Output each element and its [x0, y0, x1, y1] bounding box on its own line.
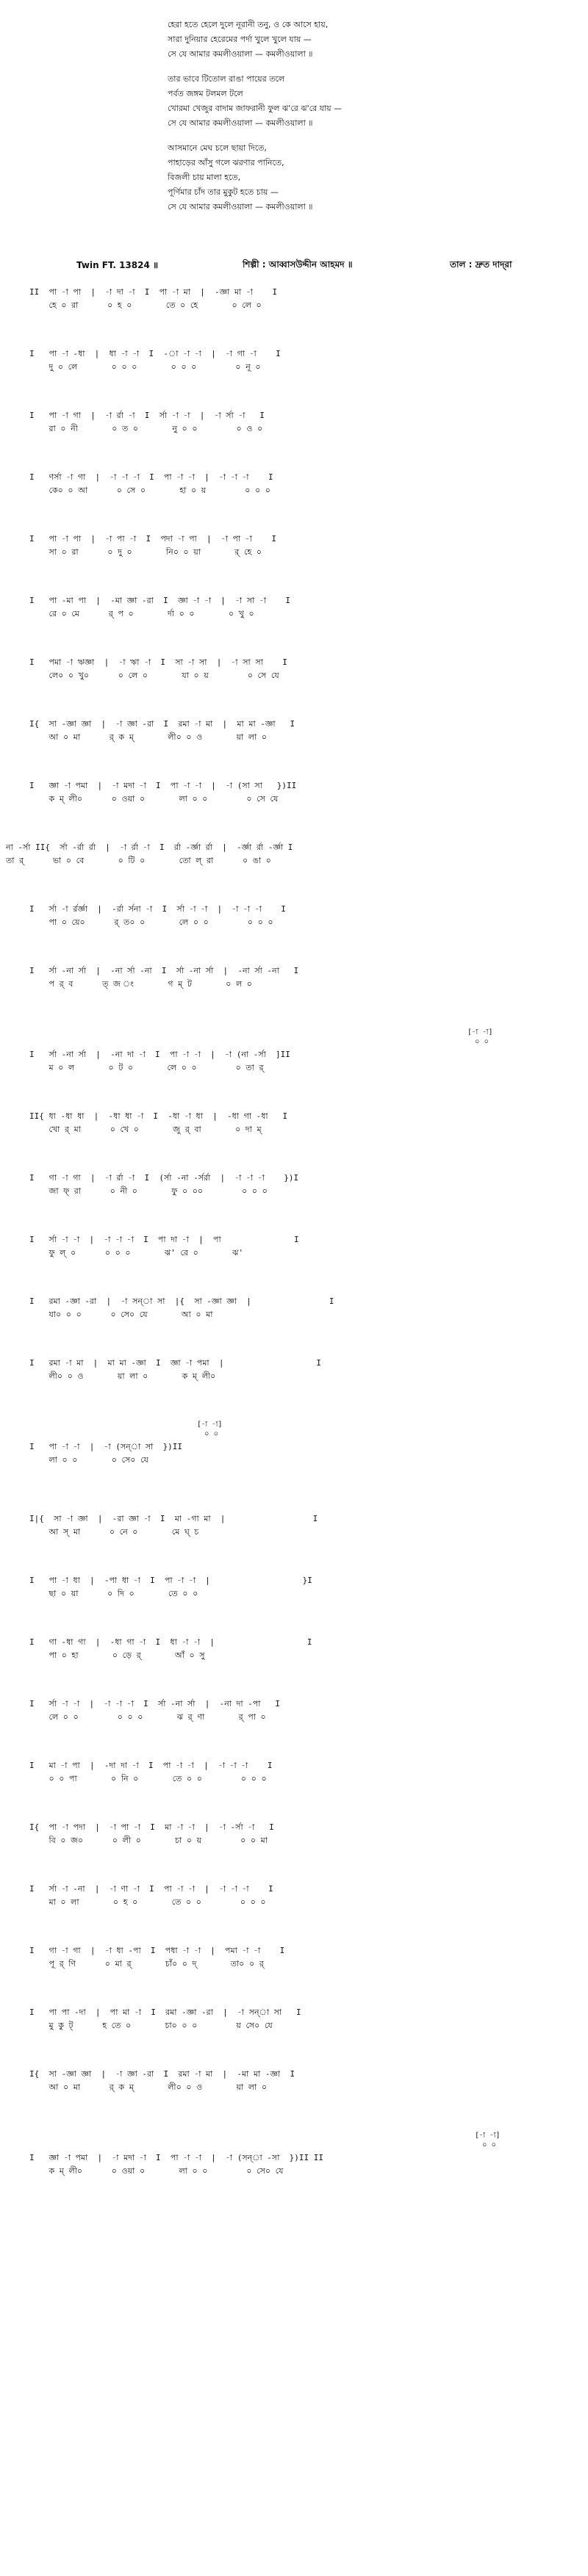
- lyric-syllables: সা ০ রা ০ দু ০ নি০ ০ য়া র্‌ হে ০: [29, 547, 262, 557]
- lyrics-line: বিজলী চায় মালা হতে,: [168, 173, 241, 182]
- lyrics-line: খোরমা খেজুর বাদাম জাফরানী ফুল ঝ'রে ঝ'রে যায় —: [168, 104, 343, 113]
- lyric-syllables: ফু ল্‌ ০ ০ ০ ০ ঝ' রে ০ ঝ': [29, 1248, 244, 1258]
- lyric-syllables: পূ র্‌ ণি ০ মা র্‌ চাঁ০ ০ দ্‌ তা০ ০ র্‌: [49, 1959, 264, 1969]
- lyrics-line: তার ভাবে টিতোল রাঙা পায়ের তলে: [168, 74, 285, 84]
- lyrics-line: আসমানে মেঘ চলে ছায়া দিতে,: [168, 143, 267, 153]
- notation-row: [0, 1296, 588, 1322]
- notation-row: [0, 1945, 588, 1971]
- lyrics-line: সে যে আমার কমলীওয়ালা — কমলীওয়ালা ॥: [168, 118, 313, 128]
- lyrics-line: পূর্ণিমার চাঁদ তার মুকুট হতে চায় —: [168, 187, 279, 197]
- repeat-marker: [-া -া]: [475, 2132, 501, 2140]
- lyrics-line: সে যে আমার কমলীওয়ালা — কমলীওয়ালা ॥: [168, 49, 313, 59]
- repeat-marker-dots: ০ ০: [475, 1038, 490, 1046]
- repeat-marker: [-া -া]: [197, 1421, 223, 1429]
- tala-name: তাল : দ্রুত দাদ্‌রা: [450, 259, 512, 270]
- notation-row: [0, 1049, 588, 1075]
- notation-row: [0, 1357, 588, 1384]
- notation-row: [0, 965, 588, 992]
- artist-name: শিল্পী : আব্বাসউদ্দীন আহমদ ॥: [243, 259, 353, 270]
- lyric-syllables: যা০ ০ ০ ০ সে০ যে আ ০ মা: [29, 1310, 213, 1319]
- swara-line: I মা -া পা | -দা দা -া I পা -া -া | -া -া -া I: [29, 1761, 273, 1770]
- notation-row: [0, 718, 588, 745]
- lyric-syllables: জা ফ্‌ রা ০ নী ০ ফু ০ ০০ ০ ০ ০: [29, 1186, 268, 1196]
- notation-row: [0, 657, 588, 683]
- swara-line: I গা -ধা গা | -ধা গা -া I ধা -া -া | I: [29, 1637, 312, 1647]
- lyric-syllables: লে ০ ০ ০ ০ ০ ঝ র্‌ ণা র্‌ পা ০: [29, 1712, 266, 1722]
- lyric-syllables: আ স্‌ মা ০ নে ০ মে ঘ্‌ চ: [29, 1527, 199, 1537]
- lyric-syllables: ক ম্‌ লী০ ০ ওয়া ০ লা ০ ০ ০ সে০ যে: [29, 2166, 284, 2176]
- lyric-syllables: বি ০ জ০ ০ লী ০ চা ০ য় ০ ০ মা: [29, 1836, 268, 1845]
- notation-row: [0, 1234, 588, 1260]
- swara-line: I পমা -া ঋজ্ঞা | -া ঋা -া I সা -া সা | -া সা সা I: [29, 657, 287, 667]
- lyrics-line: সে যে আমার কমলীওয়ালা — কমলীওয়ালা ॥: [168, 202, 313, 212]
- notation-row: [0, 472, 588, 498]
- notation-row: [0, 533, 588, 560]
- lyric-syllables: তা র্‌ ভা ০ বে ০ টি ০ তো ল্‌ রা ০ ঙা ০: [6, 856, 271, 865]
- swara-line: I গা -া গা | -া ধা -পা I পধা -া -া | পমা -া -া I: [29, 1946, 285, 1955]
- swara-line: I পা -া -ধা | ধা -া -া I -া -া -া | -া গা -া I: [29, 349, 281, 358]
- lyric-syllables: ছা ০ য়া ০ দি ০ তে ০ ০: [29, 1589, 198, 1598]
- lyrics-line: পর্বত জঙ্গম টলমল টলে: [168, 89, 243, 98]
- lyric-syllables: লী০ ০ ও য়া লা ০ ক ম্‌ লী০: [29, 1371, 216, 1381]
- swara-line: না -র্সা II{ র্সা -র্রা র্রা | -া র্রা -া I র্রা -র্জ্ঞা র্রা | -র্জ্ঞা র্রা -র্জ্ঞা I: [6, 843, 293, 852]
- lyric-syllables: প র্‌ ব ত্‌ জ ং গ ম্‌ ট ০ ল ০: [29, 979, 252, 989]
- lyric-syllables: ম ০ ল ০ ট ০ লে ০ ০ ০ তা র্‌: [49, 1063, 264, 1072]
- swara-line: I জ্ঞা -া পমা | -া মদা -া I পা -া -া | -া (সা সা })II: [29, 781, 297, 790]
- lyrics-line: সারা দুনিয়ার হেরেমের পর্দা খুলে খুলে যায় —: [168, 35, 312, 44]
- swara-line: I গা -া গা | -া র্রা -া I (র্সা -না -র্সর্রা | -া -া -া })I: [29, 1173, 299, 1183]
- swara-line: I পা -া পা | -া পা -া I পদা -া পা | -া পা -া I: [29, 534, 276, 544]
- lyric-syllables: লা ০ ০ ০ সে০ যে: [29, 1455, 148, 1465]
- swara-line: I{ পা -া পদা | -া পা -া I মা -া -া | -া -র্সা -া I: [29, 1822, 274, 1832]
- swara-line: I র্সা -া -া | -া -া -া I র্সা -না র্সা | -না দা -পা I: [29, 1699, 280, 1709]
- notation-row: [0, 1883, 588, 1910]
- lyric-syllables: ০ ০ পা ০ নি ০ তে ০ ০ ০ ০ ০: [29, 1774, 267, 1783]
- lyric-syllables: হে ০ রা ০ হ ০ তে ০ হে ০ লে ০: [29, 300, 262, 310]
- swara-line: I র্সা -া র্রর্জ্ঞা | -র্রা র্সনা -া I র্সা -া -া | -া -া -া I: [29, 904, 286, 914]
- swara-line: I পা -া গা | -া র্রা -া I র্সা -া -া | -া র্সা -া I: [29, 411, 265, 420]
- lyric-syllables: আ ০ মা র্‌ ক ম্‌ লী০ ০ ও য়া লা ০: [29, 2082, 268, 2092]
- lyric-syllables: পা ০ য়ে০ র্‌ ত০ ০ লে ০ ০ ০ ০ ০: [29, 917, 273, 927]
- notation-row: [0, 1441, 588, 1468]
- swara-line: I রমা -জ্ঞা -রা | -া সন্‌া সা |{ সা -জ্ঞা জ্ঞা | I: [29, 1296, 334, 1306]
- swara-line: I পা পা -দা | পা মা -া I রমা -জ্ঞা -রা | -া সন্‌া সা I: [29, 2007, 301, 2017]
- swara-line: I র্সা -া -া | -া -া -া I পা দা -া | পা I: [29, 1235, 299, 1244]
- swara-line: I|{ সা -া জ্ঞা | -রা জ্ঞা -া I মা -গা মা | I: [29, 1514, 318, 1523]
- repeat-marker-dots: ০ ০: [204, 1430, 219, 1438]
- notation-row: [0, 1822, 588, 1848]
- swara-line: II{ ধা -ধা ধা | -ধা ধা -া I -ধা -া ধা | -ধা গা -ধা I: [29, 1111, 288, 1121]
- lyric-syllables: ক ম্‌ লী০ ০ ওয়া ০ লা ০ ০ ০ সে যে: [29, 794, 279, 804]
- notation-row: [0, 410, 588, 436]
- lyric-syllables: মু কু ট্‌ হ তে ০ চা০ ০ ০ য় সে০ যে: [29, 2021, 273, 2030]
- notation-row: [0, 2007, 588, 2033]
- lyric-syllables: কে০ ০ আ ০ সে ০ হা ০ য় ০ ০ ০: [29, 486, 270, 495]
- lyric-syllables: রা ০ নী ০ ত ০ নু ০ ০ ০ ও ০: [29, 424, 263, 433]
- notation-row: [0, 1760, 588, 1786]
- lyric-syllables: মা ০ লা ০ হ ০ তে ০ ০ ০ ০ ০: [29, 1897, 266, 1907]
- swara-line: I{ সা -জ্ঞা জ্ঞা | -া জ্ঞা -রা I রমা -া মা | মা মা -জ্ঞা I: [29, 719, 295, 729]
- notation-row: [0, 286, 588, 313]
- swara-line: I জ্ঞা -া পমা | -া মদা -া I পা -া -া | -া (সন্‌া -সা })II II: [29, 2153, 323, 2162]
- lyrics-line: পাহাড়ের আঁসু গলে ঝরণার পানিতে,: [168, 158, 284, 167]
- repeat-marker-dots: ০ ০: [482, 2141, 497, 2149]
- swara-line: I পা -মা পা | -মা জ্ঞা -রা I জ্ঞা -া -া | -া সা -া I: [29, 596, 291, 605]
- swara-line: I রমা -া মা | মা মা -জ্ঞা I জ্ঞা -া পমা | I: [29, 1358, 321, 1368]
- notation-row: [0, 903, 588, 930]
- lyric-syllables: আ ০ মা র্‌ ক ম্‌ লী০ ০ ও য়া লা ০: [29, 732, 268, 742]
- notation-row: [0, 348, 588, 375]
- repeat-marker: [-া -া]: [467, 1028, 493, 1036]
- lyric-syllables: দু ০ লে ০ ০ ০ ০ ০ ০ ০ নূ ০: [29, 362, 261, 372]
- swara-line: I পা -া ধা | -পা ধা -া I পা -া -া | }I: [29, 1576, 312, 1585]
- lyrics-line: হেরা হতে হেলে দুলে নূরানী তনু, ও কে আসে হায়,: [168, 20, 329, 29]
- record-number: Twin FT. 13824 ॥: [76, 260, 159, 270]
- swara-line: I র্সা -না র্সা | -না দা -া I পা -া -া | -া (না -র্সা ]II: [29, 1050, 290, 1059]
- swara-line: I পা -া -া | -া (সন্‌া সা })II: [29, 1442, 183, 1451]
- notation-row: [0, 1111, 588, 1137]
- lyric-syllables: রে ০ মে র্‌ প ০ র্দা ০ ০ ০ খু ০: [29, 609, 254, 618]
- notation-row: [0, 1637, 588, 1663]
- swara-line: II পা -া পা | -া দা -া I পা -া মা | -জ্ঞা মা -া I: [29, 287, 278, 297]
- swara-line: I ণর্সা -া গা | -া -া -া I পা -া -া | -া -া -া I: [29, 472, 273, 482]
- notation-row: [0, 595, 588, 621]
- swara-line: I র্সা -না র্সা | -না র্সা -না I র্সা -না র্সা | -না র্সা -না I: [29, 966, 299, 975]
- swara-line: I র্সা -া -না | -া ণা -া I পা -া -া | -া -া -া I: [29, 1884, 273, 1894]
- notation-row: [0, 780, 588, 807]
- notation-row: [0, 2068, 588, 2095]
- notation-row: [0, 1513, 588, 1540]
- notation-row: [0, 842, 588, 868]
- lyric-syllables: পা ০ হা ০ ড়ে র্‌ আঁ ০ সু: [29, 1650, 205, 1660]
- notation-row: [0, 1575, 588, 1601]
- notation-row: [0, 1698, 588, 1725]
- notation-row: [0, 1172, 588, 1199]
- lyric-syllables: লে০ ০ খু০ ০ লে ০ যা ০ য় ০ সে যে: [29, 671, 279, 680]
- notation-row: [0, 2152, 588, 2179]
- swara-line: I{ সা -জ্ঞা জ্ঞা | -া জ্ঞা -রা I রমা -া মা | -মা মা -জ্ঞা I: [29, 2069, 295, 2079]
- lyric-syllables: খো র্‌ মা ০ খে ০ জু র্‌ বা ০ দা ম্‌: [49, 1125, 262, 1134]
